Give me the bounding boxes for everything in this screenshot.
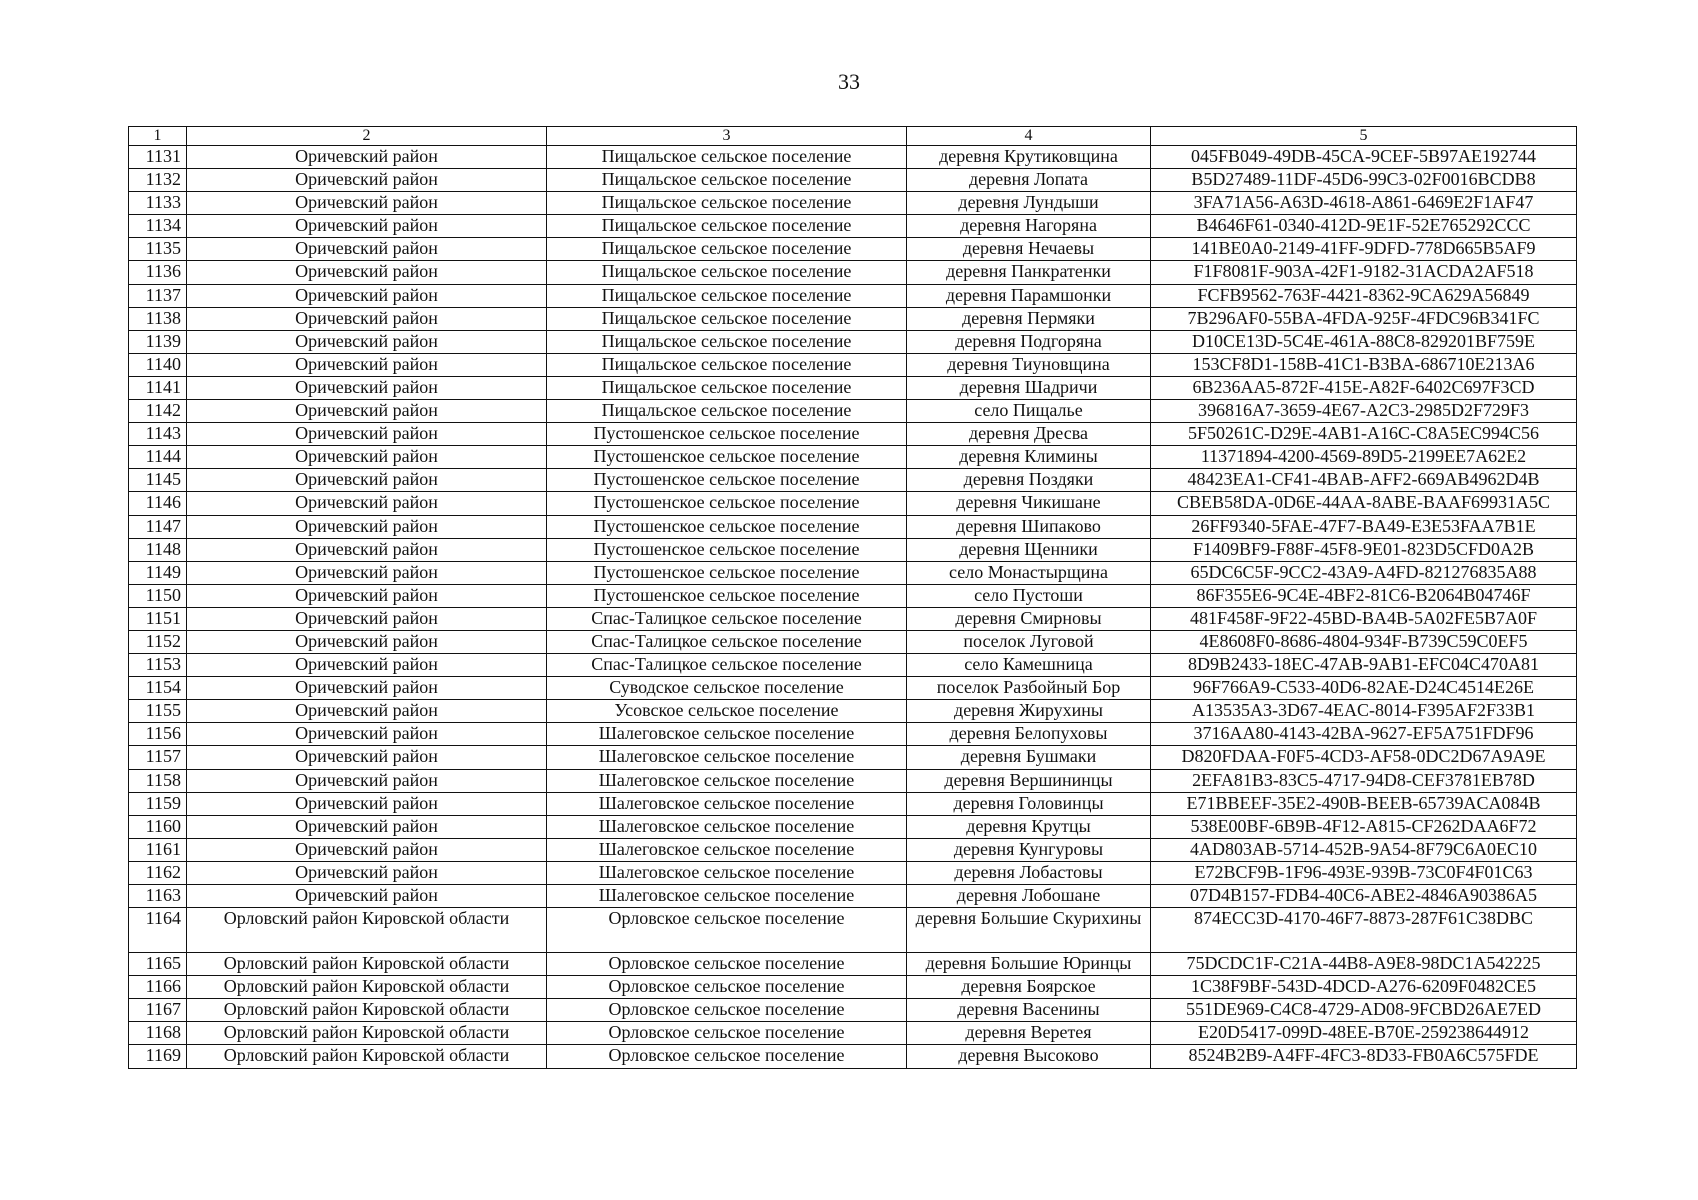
district-cell: Оричевский район — [187, 861, 547, 884]
row-number: 1159 — [129, 792, 187, 815]
district-cell: Орловский район Кировской области — [187, 976, 547, 999]
table-row — [129, 192, 1577, 215]
row-number: 1158 — [129, 769, 187, 792]
table-row — [129, 261, 1577, 284]
guid-cell: FCFB9562-763F-4421-8362-9CA629A56849 — [1151, 284, 1577, 307]
table-row — [129, 815, 1577, 838]
locality-cell: деревня Шипаково — [907, 515, 1151, 538]
settlement-cell: Пустошенское сельское поселение — [547, 515, 907, 538]
guid-cell: 6B236AA5-872F-415E-A82F-6402C697F3CD — [1151, 376, 1577, 399]
table-row — [129, 976, 1577, 999]
district-cell: Оричевский район — [187, 330, 547, 353]
guid-cell: 874ECC3D-4170-46F7-8873-287F61C38DBC — [1151, 908, 1577, 953]
table-row — [129, 469, 1577, 492]
row-number: 1137 — [129, 284, 187, 307]
table-row — [129, 284, 1577, 307]
district-cell: Оричевский район — [187, 469, 547, 492]
locality-cell: деревня Панкратенки — [907, 261, 1151, 284]
row-number: 1169 — [129, 1045, 187, 1068]
locality-cell: село Пустоши — [907, 584, 1151, 607]
guid-cell: 551DE969-C4C8-4729-AD08-9FCBD26AE7ED — [1151, 999, 1577, 1022]
row-number: 1160 — [129, 815, 187, 838]
guid-cell: 396816A7-3659-4E67-A2C3-2985D2F729F3 — [1151, 400, 1577, 423]
row-number: 1166 — [129, 976, 187, 999]
row-number: 1133 — [129, 192, 187, 215]
row-number: 1164 — [129, 908, 187, 953]
settlement-cell: Шалеговское сельское поселение — [547, 769, 907, 792]
district-cell: Оричевский район — [187, 192, 547, 215]
district-cell: Оричевский район — [187, 815, 547, 838]
guid-cell: 8524B2B9-A4FF-4FC3-8D33-FB0A6C575FDE — [1151, 1045, 1577, 1068]
settlement-cell: Пищальское сельское поселение — [547, 330, 907, 353]
settlement-cell: Шалеговское сельское поселение — [547, 815, 907, 838]
settlement-cell: Пустошенское сельское поселение — [547, 469, 907, 492]
row-number: 1162 — [129, 861, 187, 884]
district-cell: Орловский район Кировской области — [187, 1022, 547, 1045]
row-number: 1142 — [129, 400, 187, 423]
district-cell: Оричевский район — [187, 561, 547, 584]
district-cell: Оричевский район — [187, 423, 547, 446]
table-row — [129, 492, 1577, 515]
locality-cell: деревня Веретея — [907, 1022, 1151, 1045]
district-cell: Оричевский район — [187, 538, 547, 561]
locality-cell: деревня Тиуновщина — [907, 353, 1151, 376]
table-row — [129, 307, 1577, 330]
table-row — [129, 607, 1577, 630]
district-cell: Оричевский район — [187, 353, 547, 376]
table-row — [129, 146, 1577, 169]
guid-cell: 4AD803AB-5714-452B-9A54-8F79C6A0EC10 — [1151, 838, 1577, 861]
guid-cell: 141BE0A0-2149-41FF-9DFD-778D665B5AF9 — [1151, 238, 1577, 261]
district-cell: Оричевский район — [187, 146, 547, 169]
locality-cell: деревня Вершининцы — [907, 769, 1151, 792]
district-cell: Оричевский район — [187, 261, 547, 284]
guid-cell: 86F355E6-9C4E-4BF2-81C6-B2064B04746F — [1151, 584, 1577, 607]
locality-cell: деревня Васенины — [907, 999, 1151, 1022]
table-row — [129, 238, 1577, 261]
row-number: 1138 — [129, 307, 187, 330]
guid-cell: 75DCDC1F-C21A-44B8-A9E8-98DC1A542225 — [1151, 953, 1577, 976]
district-cell: Оричевский район — [187, 723, 547, 746]
row-number: 1149 — [129, 561, 187, 584]
district-cell: Оричевский район — [187, 515, 547, 538]
column-header-5: 5 — [1151, 127, 1577, 146]
settlement-cell: Орловское сельское поселение — [547, 976, 907, 999]
row-number: 1151 — [129, 607, 187, 630]
locality-cell: деревня Щенники — [907, 538, 1151, 561]
table-row — [129, 908, 1577, 953]
settlement-cell: Пищальское сельское поселение — [547, 353, 907, 376]
settlement-cell: Орловское сельское поселение — [547, 908, 907, 953]
column-header-3: 3 — [547, 127, 907, 146]
table-row — [129, 423, 1577, 446]
settlement-cell: Пустошенское сельское поселение — [547, 561, 907, 584]
settlement-cell: Спас-Талицкое сельское поселение — [547, 654, 907, 677]
table-row — [129, 515, 1577, 538]
row-number: 1165 — [129, 953, 187, 976]
locality-cell: деревня Высоково — [907, 1045, 1151, 1068]
table-row — [129, 169, 1577, 192]
locality-cell: деревня Головинцы — [907, 792, 1151, 815]
locality-cell: деревня Смирновы — [907, 607, 1151, 630]
locality-cell: деревня Нагоряна — [907, 215, 1151, 238]
table-row — [129, 999, 1577, 1022]
guid-cell: 96F766A9-C533-40D6-82AE-D24C4514E26E — [1151, 677, 1577, 700]
settlement-cell: Спас-Талицкое сельское поселение — [547, 607, 907, 630]
table-row — [129, 1045, 1577, 1068]
settlement-cell: Шалеговское сельское поселение — [547, 838, 907, 861]
settlement-cell: Орловское сельское поселение — [547, 999, 907, 1022]
guid-cell: 3FA71A56-A63D-4618-A861-6469E2F1AF47 — [1151, 192, 1577, 215]
settlement-cell: Пустошенское сельское поселение — [547, 423, 907, 446]
table-row — [129, 861, 1577, 884]
locality-cell: село Камешница — [907, 654, 1151, 677]
district-cell: Оричевский район — [187, 307, 547, 330]
district-cell: Оричевский район — [187, 376, 547, 399]
guid-cell: F1409BF9-F88F-45F8-9E01-823D5CFD0A2B — [1151, 538, 1577, 561]
row-number: 1146 — [129, 492, 187, 515]
settlement-cell: Пустошенское сельское поселение — [547, 446, 907, 469]
row-number: 1132 — [129, 169, 187, 192]
locality-cell: деревня Нечаевы — [907, 238, 1151, 261]
settlement-cell: Пищальское сельское поселение — [547, 284, 907, 307]
row-number: 1154 — [129, 677, 187, 700]
guid-cell: CBEB58DA-0D6E-44AA-8ABE-BAAF69931A5C — [1151, 492, 1577, 515]
row-number: 1145 — [129, 469, 187, 492]
row-number: 1141 — [129, 376, 187, 399]
column-header-2: 2 — [187, 127, 547, 146]
district-cell: Оричевский район — [187, 654, 547, 677]
locality-cell: поселок Луговой — [907, 630, 1151, 653]
district-cell: Орловский район Кировской области — [187, 999, 547, 1022]
guid-cell: 1C38F9BF-543D-4DCD-A276-6209F0482CE5 — [1151, 976, 1577, 999]
district-cell: Оричевский район — [187, 584, 547, 607]
settlement-cell: Орловское сельское поселение — [547, 1022, 907, 1045]
table-row — [129, 400, 1577, 423]
column-number-row — [129, 127, 1577, 146]
locality-cell: деревня Дресва — [907, 423, 1151, 446]
district-cell: Орловский район Кировской области — [187, 953, 547, 976]
row-number: 1150 — [129, 584, 187, 607]
district-cell: Оричевский район — [187, 885, 547, 908]
guid-cell: E72BCF9B-1F96-493E-939B-73C0F4F01C63 — [1151, 861, 1577, 884]
row-number: 1135 — [129, 238, 187, 261]
guid-cell: 045FB049-49DB-45CA-9CEF-5B97AE192744 — [1151, 146, 1577, 169]
guid-cell: 48423EA1-CF41-4BAB-AFF2-669AB4962D4B — [1151, 469, 1577, 492]
guid-cell: D820FDAA-F0F5-4CD3-AF58-0DC2D67A9A9E — [1151, 746, 1577, 769]
locality-cell: деревня Лопата — [907, 169, 1151, 192]
locality-cell: деревня Лундыши — [907, 192, 1151, 215]
locality-cell: поселок Разбойный Бор — [907, 677, 1151, 700]
settlement-cell: Шалеговское сельское поселение — [547, 792, 907, 815]
district-cell: Оричевский район — [187, 284, 547, 307]
table-row — [129, 1022, 1577, 1045]
settlement-cell: Пищальское сельское поселение — [547, 376, 907, 399]
settlement-cell: Пищальское сельское поселение — [547, 146, 907, 169]
locality-cell: деревня Лобастовы — [907, 861, 1151, 884]
settlement-cell: Пищальское сельское поселение — [547, 238, 907, 261]
locality-cell: деревня Кунгуровы — [907, 838, 1151, 861]
row-number: 1136 — [129, 261, 187, 284]
column-header-4: 4 — [907, 127, 1151, 146]
locality-cell: деревня Шадричи — [907, 376, 1151, 399]
settlement-cell: Орловское сельское поселение — [547, 953, 907, 976]
locality-cell: деревня Боярское — [907, 976, 1151, 999]
settlement-cell: Пищальское сельское поселение — [547, 215, 907, 238]
table-row — [129, 584, 1577, 607]
guid-cell: B4646F61-0340-412D-9E1F-52E765292CCC — [1151, 215, 1577, 238]
guid-cell: 8D9B2433-18EC-47AB-9AB1-EFC04C470A81 — [1151, 654, 1577, 677]
table-row — [129, 838, 1577, 861]
table-row — [129, 746, 1577, 769]
settlement-cell: Спас-Талицкое сельское поселение — [547, 630, 907, 653]
table-row — [129, 700, 1577, 723]
locality-cell: деревня Большие Юринцы — [907, 953, 1151, 976]
locality-cell: деревня Большие Скурихины — [907, 908, 1151, 953]
guid-cell: A13535A3-3D67-4EAC-8014-F395AF2F33B1 — [1151, 700, 1577, 723]
guid-cell: 26FF9340-5FAE-47F7-BA49-E3E53FAA7B1E — [1151, 515, 1577, 538]
table-row — [129, 561, 1577, 584]
column-header-1: 1 — [129, 127, 187, 146]
district-cell: Оричевский район — [187, 169, 547, 192]
locality-cell: село Монастырщина — [907, 561, 1151, 584]
guid-cell: E71BBEEF-35E2-490B-BEEB-65739ACA084B — [1151, 792, 1577, 815]
row-number: 1131 — [129, 146, 187, 169]
table-row — [129, 953, 1577, 976]
guid-cell: D10CE13D-5C4E-461A-88C8-829201BF759E — [1151, 330, 1577, 353]
table-row — [129, 654, 1577, 677]
table-row — [129, 630, 1577, 653]
row-number: 1134 — [129, 215, 187, 238]
guid-cell: 11371894-4200-4569-89D5-2199EE7A62E2 — [1151, 446, 1577, 469]
settlement-cell: Пищальское сельское поселение — [547, 307, 907, 330]
row-number: 1157 — [129, 746, 187, 769]
table-row — [129, 792, 1577, 815]
settlement-cell: Пищальское сельское поселение — [547, 192, 907, 215]
row-number: 1161 — [129, 838, 187, 861]
table-row — [129, 538, 1577, 561]
row-number: 1155 — [129, 700, 187, 723]
district-cell: Оричевский район — [187, 769, 547, 792]
guid-cell: 5F50261C-D29E-4AB1-A16C-C8A5EC994C56 — [1151, 423, 1577, 446]
district-cell: Оричевский район — [187, 215, 547, 238]
district-cell: Оричевский район — [187, 446, 547, 469]
table-row — [129, 446, 1577, 469]
locality-cell: деревня Жирухины — [907, 700, 1151, 723]
district-cell: Оричевский район — [187, 700, 547, 723]
district-cell: Оричевский район — [187, 630, 547, 653]
locality-cell: деревня Климины — [907, 446, 1151, 469]
locality-cell: село Пищалье — [907, 400, 1151, 423]
locality-cell: деревня Парамшонки — [907, 284, 1151, 307]
guid-cell: 538E00BF-6B9B-4F12-A815-CF262DAA6F72 — [1151, 815, 1577, 838]
locality-cell: деревня Белопуховы — [907, 723, 1151, 746]
settlement-cell: Шалеговское сельское поселение — [547, 861, 907, 884]
row-number: 1143 — [129, 423, 187, 446]
row-number: 1156 — [129, 723, 187, 746]
row-number: 1152 — [129, 630, 187, 653]
guid-cell: E20D5417-099D-48EE-B70E-259238644912 — [1151, 1022, 1577, 1045]
row-number: 1140 — [129, 353, 187, 376]
settlement-cell: Шалеговское сельское поселение — [547, 885, 907, 908]
guid-cell: 65DC6C5F-9CC2-43A9-A4FD-821276835A88 — [1151, 561, 1577, 584]
row-number: 1147 — [129, 515, 187, 538]
district-cell: Орловский район Кировской области — [187, 1045, 547, 1068]
locality-cell: деревня Подгоряна — [907, 330, 1151, 353]
row-number: 1148 — [129, 538, 187, 561]
guid-cell: 7B296AF0-55BA-4FDA-925F-4FDC96B341FC — [1151, 307, 1577, 330]
guid-cell: 481F458F-9F22-45BD-BA4B-5A02FE5B7A0F — [1151, 607, 1577, 630]
settlement-cell: Шалеговское сельское поселение — [547, 746, 907, 769]
locality-cell: деревня Поздяки — [907, 469, 1151, 492]
row-number: 1163 — [129, 885, 187, 908]
table-row — [129, 215, 1577, 238]
locality-cell: деревня Лобошане — [907, 885, 1151, 908]
guid-cell: 07D4B157-FDB4-40C6-ABE2-4846A90386A5 — [1151, 885, 1577, 908]
settlement-cell: Пустошенское сельское поселение — [547, 584, 907, 607]
settlement-cell: Пустошенское сельское поселение — [547, 492, 907, 515]
row-number: 1153 — [129, 654, 187, 677]
district-cell: Орловский район Кировской области — [187, 908, 547, 953]
settlement-cell: Пищальское сельское поселение — [547, 169, 907, 192]
row-number: 1144 — [129, 446, 187, 469]
table-row — [129, 330, 1577, 353]
row-number: 1168 — [129, 1022, 187, 1045]
guid-cell: F1F8081F-903A-42F1-9182-31ACDA2AF518 — [1151, 261, 1577, 284]
guid-cell: 4E8608F0-8686-4804-934F-B739C59C0EF5 — [1151, 630, 1577, 653]
row-number: 1167 — [129, 999, 187, 1022]
table-body — [129, 146, 1577, 1069]
settlement-cell: Пищальское сельское поселение — [547, 261, 907, 284]
settlement-cell: Орловское сельское поселение — [547, 1045, 907, 1068]
table-row — [129, 353, 1577, 376]
settlement-cell: Пищальское сельское поселение — [547, 400, 907, 423]
page-number: 33 — [838, 69, 860, 94]
table-row — [129, 376, 1577, 399]
district-cell: Оричевский район — [187, 400, 547, 423]
district-cell: Оричевский район — [187, 238, 547, 261]
guid-cell: 3716AA80-4143-42BA-9627-EF5A751FDF96 — [1151, 723, 1577, 746]
locality-cell: деревня Крутцы — [907, 815, 1151, 838]
district-cell: Оричевский район — [187, 677, 547, 700]
locality-cell: деревня Крутиковщина — [907, 146, 1151, 169]
table-row — [129, 885, 1577, 908]
district-cell: Оричевский район — [187, 838, 547, 861]
table-row — [129, 769, 1577, 792]
guid-cell: B5D27489-11DF-45D6-99C3-02F0016BCDB8 — [1151, 169, 1577, 192]
table-row — [129, 677, 1577, 700]
district-cell: Оричевский район — [187, 792, 547, 815]
table-row — [129, 723, 1577, 746]
district-cell: Оричевский район — [187, 607, 547, 630]
settlements-table — [128, 126, 1577, 1069]
row-number: 1139 — [129, 330, 187, 353]
settlement-cell: Пустошенское сельское поселение — [547, 538, 907, 561]
guid-cell: 153CF8D1-158B-41C1-B3BA-686710E213A6 — [1151, 353, 1577, 376]
locality-cell: деревня Пермяки — [907, 307, 1151, 330]
guid-cell: 2EFA81B3-83C5-4717-94D8-CEF3781EB78D — [1151, 769, 1577, 792]
district-cell: Оричевский район — [187, 746, 547, 769]
settlement-cell: Суводское сельское поселение — [547, 677, 907, 700]
locality-cell: деревня Чикишане — [907, 492, 1151, 515]
district-cell: Оричевский район — [187, 492, 547, 515]
settlement-cell: Усовское сельское поселение — [547, 700, 907, 723]
settlement-cell: Шалеговское сельское поселение — [547, 723, 907, 746]
locality-cell: деревня Бушмаки — [907, 746, 1151, 769]
